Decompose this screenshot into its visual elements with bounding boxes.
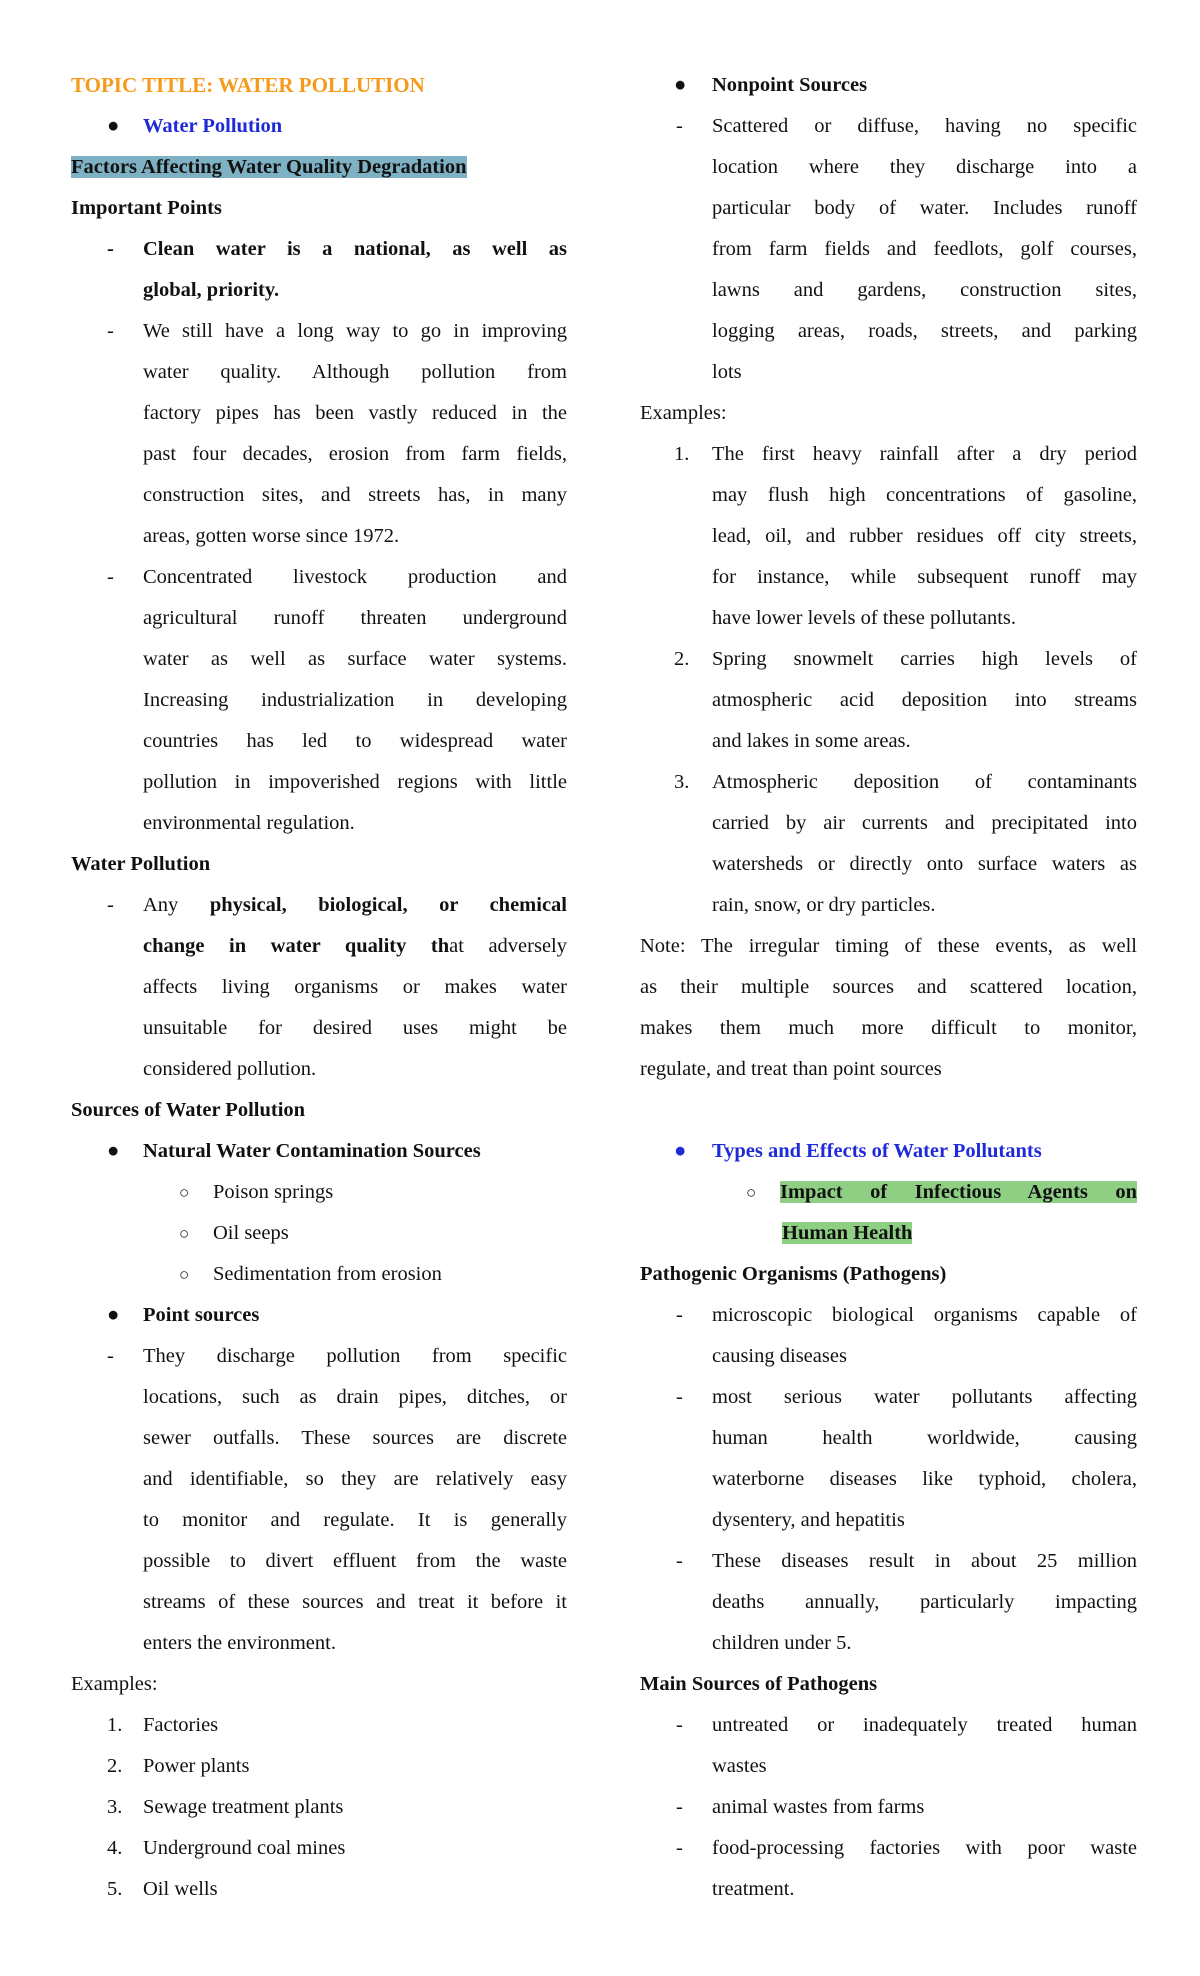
main-source-2: - animal wastes from farms (640, 1787, 1137, 1828)
circle-bullet-icon: ○ (746, 1183, 757, 1202)
dash-icon: - (107, 894, 114, 916)
types-effects-bullet: ● Types and Effects of Water Pollutants (640, 1131, 1137, 1172)
left-column (71, 65, 567, 1910)
spacer (640, 1090, 1137, 1131)
list-item: 1. Factories (107, 1714, 219, 1736)
list-item: 4. Underground coal mines (107, 1837, 346, 1859)
important-points-heading: Important Points (71, 197, 222, 219)
circle-bullet-icon: ○ (179, 1183, 190, 1202)
note-paragraph: Note: The irregular timing of these events, as well as their multiple sources and scattered location, makes them much more difficult to monitor, regulate, and treat than point sources (640, 935, 1137, 1080)
point-3: - Concentrated livestock production and agricultural runoff threaten underground water as well as surface water systems. Increasing industrialization in developing countries has led to widespread water pollution in impoverished regions with little environmental regulation. (71, 557, 567, 844)
impact-subheading: ○ Impact of Infectious Agents on Human Health (640, 1172, 1137, 1254)
pathogenic-heading: Pathogenic Organisms (Pathogens) (640, 1263, 947, 1285)
circle-bullet-icon: ○ (179, 1224, 190, 1243)
point-sources-bullet: ● Point sources (71, 1295, 567, 1336)
examples-label: Examples: (640, 402, 727, 424)
bullet-icon: ● (107, 1304, 120, 1326)
sources-heading: Sources of Water Pollution (71, 1099, 306, 1121)
example-2: 2. Spring snowmelt carries high levels of atmospheric acid deposition into streams and lakes in some areas. (674, 648, 1137, 752)
circle-bullet-icon: ○ (179, 1265, 190, 1284)
dash-icon: - (107, 566, 114, 588)
dash-icon: - (676, 1304, 683, 1326)
list-item: ○ Oil seeps (71, 1213, 567, 1254)
factors-heading: Factors Affecting Water Quality Degradation (71, 156, 467, 178)
dash-icon: - (107, 1345, 114, 1367)
list-item: ○ Sedimentation from erosion (71, 1254, 567, 1295)
dash-icon: - (107, 238, 114, 260)
list-item: 5. Oil wells (107, 1878, 218, 1900)
right-column (640, 65, 1137, 1910)
point-2: - We still have a long way to go in improving water quality. Although pollution from factory pipes has been vastly reduced in the past four decades, erosion from farm fields, construction sites, and streets has, in many areas, gotten worse since 1972. (71, 311, 567, 557)
topic-title: TOPIC TITLE: WATER POLLUTION (71, 73, 425, 97)
nonpoint-description: - Scattered or diffuse, having no specific location where they discharge into a particular body of water. Includes runoff from farm fields and feedlots, golf courses, lawns and gardens, construction sites, logging areas, roads, streets, and parking lots (640, 106, 1137, 393)
dash-icon: - (107, 320, 114, 342)
examples-label: Examples: (71, 1673, 158, 1695)
dash-icon: - (676, 115, 683, 137)
natural-sources-bullet: ● Natural Water Contamination Sources (71, 1131, 567, 1172)
bullet-icon: ● (107, 115, 120, 137)
bullet-icon: ● (674, 74, 687, 96)
bullet-icon: ● (674, 1140, 687, 1162)
nonpoint-sources-bullet: ● Nonpoint Sources (640, 65, 1137, 106)
dash-icon: - (676, 1796, 683, 1818)
water-pollution-heading: Water Pollution (71, 853, 211, 875)
list-item: ○ Poison springs (71, 1172, 567, 1213)
pathogen-point-2: - most serious water pollutants affecting human health worldwide, causing waterborne diseases like typhoid, cholera, dysentery, and hepatitis (640, 1377, 1137, 1541)
list-item: 3. Sewage treatment plants (107, 1796, 344, 1818)
dash-icon: - (676, 1550, 683, 1572)
dash-icon: - (676, 1386, 683, 1408)
example-3: 3. Atmospheric deposition of contaminants carried by air currents and precipitated into watersheds or directly onto surface waters as rain, snow, or dry particles. (674, 771, 1137, 916)
dash-icon: - (676, 1837, 683, 1859)
main-source-1: - untreated or inadequately treated human wastes (640, 1705, 1137, 1787)
point-1: - Clean water is a national, as well as global, priority. (71, 229, 567, 311)
water-pollution-definition: - Any physical, biological, or chemical change in water quality that adversely affects living organisms or makes water unsuitable for desired uses might be considered pollution. (71, 885, 567, 1090)
pathogen-point-3: - These diseases result in about 25 million deaths annually, particularly impacting children under 5. (640, 1541, 1137, 1664)
bullet-water-pollution: ● Water Pollution (71, 106, 567, 147)
bullet-icon: ● (107, 1140, 120, 1162)
example-1: 1. The first heavy rainfall after a dry period may flush high concentrations of gasoline, lead, oil, and rubber residues off city streets, for instance, while subsequent runoff may have lower levels of these pollutants. (674, 443, 1137, 629)
main-source-3: - food-processing factories with poor waste treatment. (640, 1828, 1137, 1910)
main-sources-heading: Main Sources of Pathogens (640, 1673, 878, 1695)
pathogen-point-1: - microscopic biological organisms capable of causing diseases (640, 1295, 1137, 1377)
point-sources-description: - They discharge pollution from specific locations, such as drain pipes, ditches, or sewer outfalls. These sources are discrete and identifiable, so they are relatively easy to monitor and regulate. It is generally possible to divert effluent from the waste streams of these sources and treat it before it enters the environment. (71, 1336, 567, 1664)
list-item: 2. Power plants (107, 1755, 250, 1777)
dash-icon: - (676, 1714, 683, 1736)
